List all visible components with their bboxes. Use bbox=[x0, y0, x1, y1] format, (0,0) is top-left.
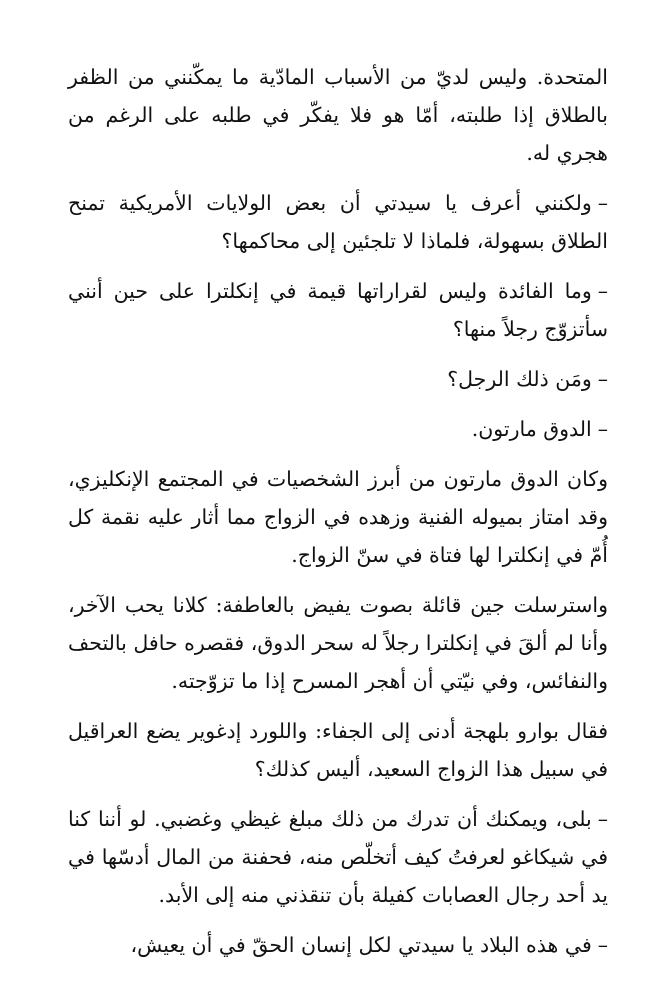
dialogue-dash: – bbox=[597, 933, 608, 957]
book-page bbox=[68, 58, 608, 976]
paragraph-text: ولكنني أعرف يا سيدتي أن بعض الولايات الأمريكية تمنح الطلاق بسهولة، فلماذا لا تلجئين إلى محاكمها؟ bbox=[68, 191, 608, 253]
paragraph-text: واسترسلت جين قائلة بصوت يفيض بالعاطفة: كلانا يحب الآخر، وأنا لم ألقَ في إنكلترا رجلاً له سحر الدوق، فقصره حافل بالتحف والنفائس، وفي نيّتي أن أهجر المسرح إذا ما تزوّجته. bbox=[68, 593, 608, 693]
paragraph-text: وكان الدوق مارتون من أبرز الشخصيات في المجتمع الإنكليزي، وقد امتاز بميوله الفنية وزهده في الزواج مما أثار عليه نقمة كل أُمّ في إنكلترا لها فتاة في سنّ الزواج. bbox=[68, 467, 608, 567]
dialogue-dash: – bbox=[597, 807, 608, 831]
paragraph-text: فقال بوارو بلهجة أدنى إلى الجفاء: واللورد إدغوير يضع العراقيل في سبيل هذا الزواج السعيد، أليس كذلك؟ bbox=[68, 719, 608, 781]
paragraph-text: بلى، ويمكنك أن تدرك من ذلك مبلغ غيظي وغضبي. لو أننا كنا في شيكاغو لعرفتُ كيف أتخلّص منه، فحفنة من المال أدسّها في يد أحد رجال العصابات كفيلة بأن تنقذني منه إلى الأبد. bbox=[68, 807, 608, 907]
dialogue-dash: – bbox=[597, 367, 608, 391]
dialogue-dash: – bbox=[597, 279, 608, 303]
paragraph-text: وما الفائدة وليس لقراراتها قيمة في إنكلترا على حين أنني سأتزوّج رجلاً منها؟ bbox=[68, 279, 608, 341]
dialogue-line bbox=[68, 410, 608, 448]
narrative-paragraph bbox=[68, 460, 608, 574]
dialogue-line bbox=[68, 272, 608, 348]
dialogue-line bbox=[68, 184, 608, 260]
dialogue-dash: – bbox=[597, 417, 608, 441]
paragraph-text: الدوق مارتون. bbox=[471, 417, 592, 441]
paragraph-text: ومَن ذلك الرجل؟ bbox=[447, 367, 592, 391]
dialogue-line bbox=[68, 360, 608, 398]
paragraph-continuation bbox=[68, 58, 608, 172]
narrative-paragraph bbox=[68, 712, 608, 788]
dialogue-line bbox=[68, 800, 608, 914]
narrative-paragraph bbox=[68, 586, 608, 700]
paragraph-text: المتحدة. وليس لديّ من الأسباب المادّية ما يمكّنني من الظفر بالطلاق إذا طلبته، أمّا هو فلا يفكّر في طلبه على الرغم من هجري له. bbox=[68, 65, 608, 165]
paragraph-text: في هذه البلاد يا سيدتي لكل إنسان الحقّ في أن يعيش، bbox=[130, 933, 592, 957]
dialogue-line bbox=[68, 926, 608, 964]
dialogue-dash: – bbox=[597, 191, 608, 215]
